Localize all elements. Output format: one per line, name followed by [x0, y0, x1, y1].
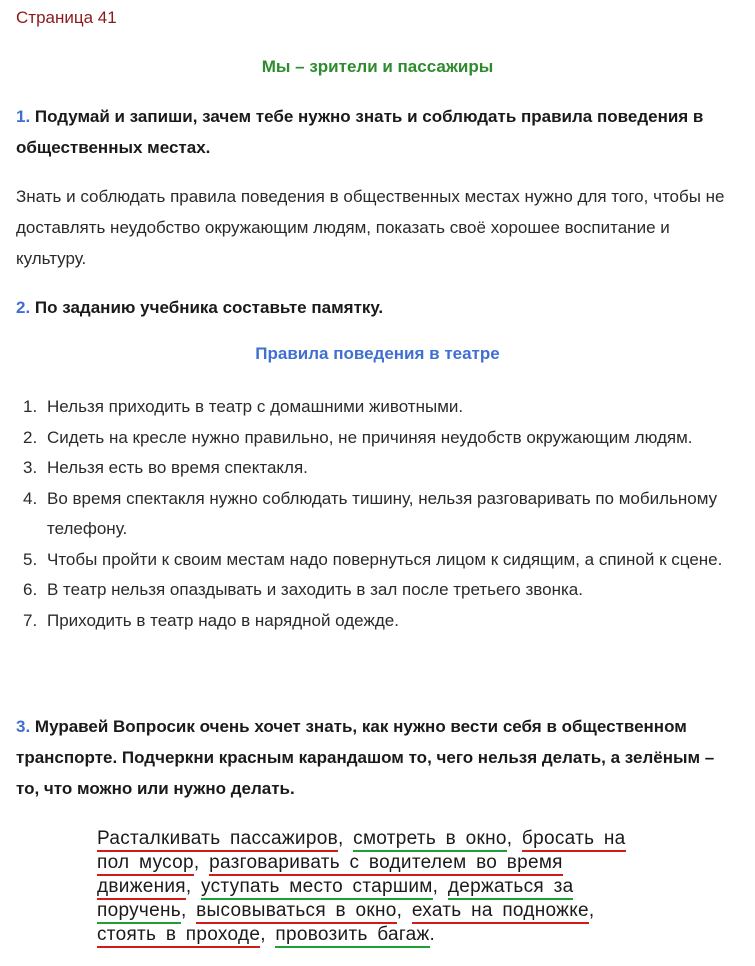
rules-title: Правила поведения в театре — [255, 344, 500, 363]
rule-number: 2. — [23, 427, 38, 447]
phrase-forbidden: разговаривать с водителем во время движения — [97, 852, 563, 900]
task-3-number: 3. — [16, 717, 31, 736]
rule-number: 4. — [23, 488, 38, 508]
rule-text: Чтобы пройти к своим местам надо повернуться лицом к сидящим, а спиной к сцене. — [47, 549, 723, 569]
rule-item — [0, 545, 740, 576]
phrase-separator: , — [185, 876, 202, 897]
phrase-separator: , — [337, 828, 354, 849]
phrase-separator: , — [396, 900, 412, 921]
phrase-allowed: уступать место старшим — [201, 876, 433, 900]
task-3 — [16, 711, 736, 804]
task-2-number: 2. — [16, 298, 31, 317]
task-2-text: По заданию учебника составьте памятку. — [34, 298, 384, 317]
phrase-forbidden: бросать на пол мусор — [97, 828, 626, 876]
phrase-separator: , — [506, 828, 522, 849]
rule-item — [0, 606, 740, 637]
task-3-text: Муравей Вопросик очень хочет знать, как нужно вести себя в общественном транспорте. Подчеркни красным карандашом то, чего нельзя делать, а зелёным – то, что можно или нужно делать. — [16, 717, 715, 798]
rule-text: Нельзя есть во время спектакля. — [47, 458, 308, 477]
task-1-answer: Знать и соблюдать правила поведения в общественных местах нужно для того, чтобы не доставлять неудобство окружающим людям, показать своё хорошее воспитание и культуру. — [16, 187, 725, 268]
phrase-allowed: держаться за поручень — [97, 876, 573, 924]
task-2 — [16, 292, 736, 323]
rule-number: 6. — [23, 580, 38, 599]
rule-number: 5. — [23, 549, 38, 569]
rule-item — [0, 423, 740, 454]
phrase-separator: , — [193, 852, 210, 873]
rule-number: 7. — [23, 610, 38, 630]
rule-item — [0, 575, 740, 606]
rule-number: 3. — [23, 458, 38, 477]
rule-text: Приходить в театр надо в нарядной одежде. — [47, 610, 399, 630]
rule-text: Нельзя приходить в театр с домашними животными. — [47, 397, 464, 416]
topic-title: Мы – зрители и пассажиры — [261, 57, 494, 76]
phrase-forbidden: высовываться в окно — [196, 900, 397, 924]
rule-number: 1. — [23, 397, 38, 416]
phrase-separator: , — [588, 900, 595, 921]
rule-item — [0, 453, 740, 484]
task-1 — [16, 101, 736, 163]
phrase-forbidden: Расталкивать пассажиров — [97, 828, 338, 852]
rule-text: В театр нельзя опаздывать и заходить в зал после третьего звонка. — [47, 580, 583, 599]
rule-text: Во время спектакля нужно соблюдать тишину, нельзя разговаривать по мобильному телефону. — [47, 488, 718, 538]
rule-item — [0, 392, 740, 423]
phrase-separator: , — [260, 924, 276, 945]
phrase-forbidden: стоять в проходе — [97, 924, 260, 948]
phrase-separator: , — [432, 876, 448, 897]
task-1-text: Подумай и запиши, зачем тебе нужно знать и соблюдать правила поведения в общественных местах. — [16, 107, 704, 157]
phrase-separator: . — [429, 924, 436, 945]
phrase-allowed: провозить багаж — [275, 924, 429, 948]
rule-item — [0, 484, 740, 545]
task-1-number: 1. — [16, 107, 31, 126]
rule-text: Сидеть на кресле нужно правильно, не причиняя неудобств окружающим людям. — [47, 427, 693, 447]
phrase-separator: , — [180, 900, 197, 921]
page-number: Страница 41 — [16, 8, 117, 27]
phrase-allowed: смотреть в окно — [353, 828, 507, 852]
rules-list — [0, 392, 740, 636]
underline-phrases — [97, 827, 662, 947]
phrase-forbidden: ехать на подножке — [412, 900, 589, 924]
